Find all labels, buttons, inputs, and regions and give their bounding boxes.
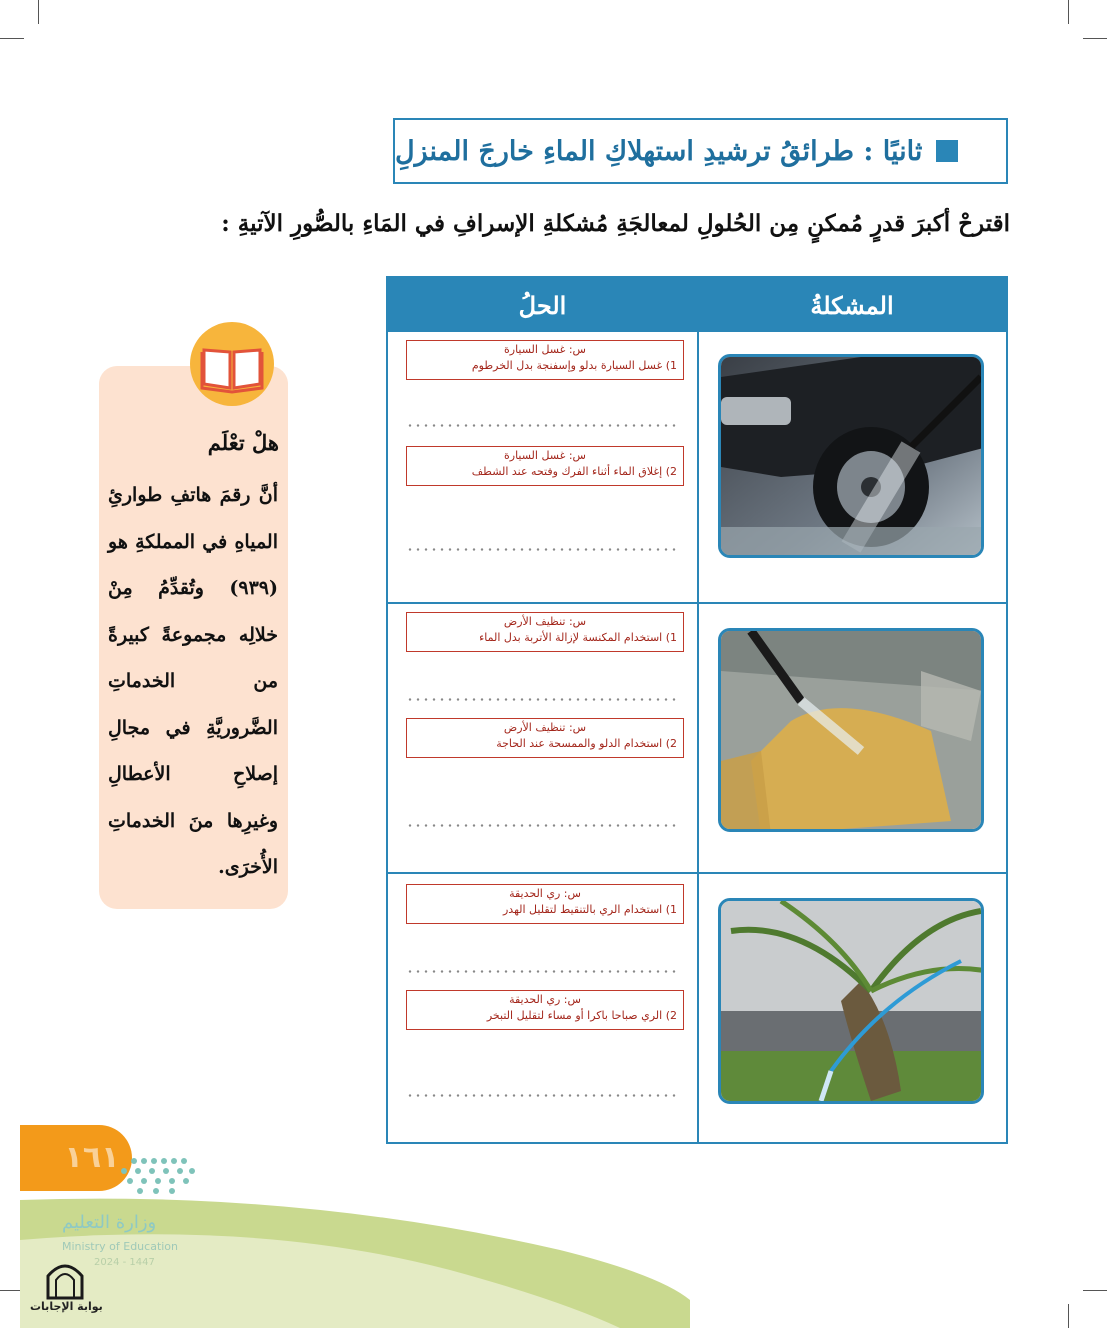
page-number: ١٦١ [64,1140,120,1175]
did-you-know-title: هلْ تعْلَم [207,430,279,455]
portal-label: بوابة الإجابات [30,1300,103,1313]
heading-square-icon [936,140,958,162]
answer-text: 2) إغلاق الماء أثناء الفرك وفتحه عند الشطف [471,465,677,478]
garden-watering-photo [718,898,984,1104]
answer-box [406,446,684,486]
answer-box [406,884,684,924]
dotted-line [406,424,676,427]
answer-text: 2) الري صباحا باكرا أو مساء لتقليل التبخر [486,1009,677,1022]
dotted-line [406,698,676,701]
crop-mark [38,0,39,24]
answer-text: 1) غسل السيارة بدلو وإسفنجة بدل الخرطوم [471,359,677,372]
answer-box [406,718,684,758]
row-divider [388,872,1006,874]
answer-text: 1) استخدام الري بالتنقيط لتقليل الهدر [502,903,677,916]
crop-mark [1083,38,1107,39]
answer-box [406,990,684,1030]
ministry-name-arabic: وزارة التعليم [62,1212,157,1233]
column-header-solution: الحلُ [518,290,567,320]
crop-mark [0,38,24,39]
answer-box [406,340,684,380]
crop-mark [1068,0,1069,24]
answer-text: 1) استخدام المكنسة لإزالة الأتربة بدل الماء [479,631,677,644]
ministry-year: 2024 - 1447 [94,1257,155,1268]
answer-question: س: ري الحديقة [509,993,581,1006]
section-heading [393,118,1008,184]
car-wash-photo [718,354,984,558]
ministry-name-english: Ministry of Education [62,1240,179,1253]
portal-logo-icon [44,1256,86,1300]
dotted-line [406,824,676,827]
row-divider [388,602,1006,604]
answer-question: س: غسل السيارة [504,343,586,356]
dotted-line [406,970,676,973]
answer-text: 2) استخدام الدلو والممسحة عند الحاجة [496,737,677,750]
answer-question: س: تنظيف الأرض [503,615,587,628]
problem-solution-table [386,276,1008,1144]
did-you-know-text: أنَّ رقمَ هاتفِ طوارئِ المياهِ في المملكةِ هو (٩٣٩) وتُقدِّمُ مِنْ خلالِه مجموعةً كبيرةً من الخدماتِ الضَّروريَّةِ في مجالِ إصلاحِ الأعطالِ وغيرِها منَ الخدماتِ الأُخرَى. [108,484,278,878]
answer-question: س: ري الحديقة [509,887,581,900]
answer-question: س: غسل السيارة [504,449,586,462]
column-divider [697,278,699,1142]
answer-box [406,612,684,652]
instruction-text: اقترحْ أكبرَ قدرٍ مُمكنٍ مِن الحُلولِ لمعالجَةِ مُشكلةِ الإسرافِ في المَاءِ بالصُّورِ الآتيةِ : [221,210,1010,237]
dotted-line [406,1094,676,1097]
dotted-line [406,548,676,551]
column-header-problem: المشكلةُ [810,290,894,320]
answer-question: س: تنظيف الأرض [503,721,587,734]
open-book-icon [190,322,274,406]
floor-cleaning-photo [718,628,984,832]
section-heading-text: ثانيًا : طرائقُ ترشيدِ استهلاكِ الماءِ خارجَ المنزلِ [395,135,923,167]
ministry-logo-dots [64,1155,198,1199]
